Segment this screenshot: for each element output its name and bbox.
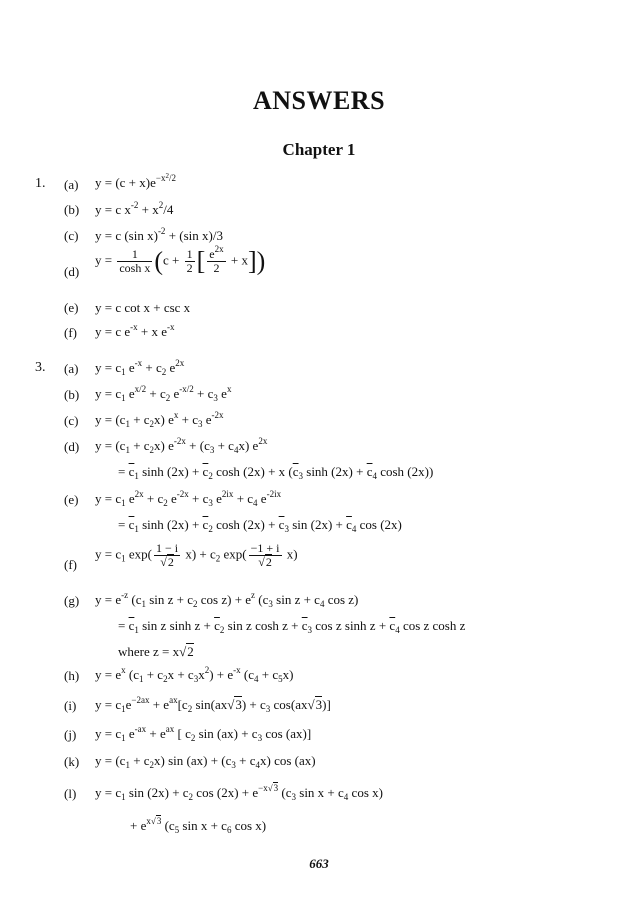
answer-label-1a: (a)	[64, 177, 79, 192]
equation-3k: $y = (c_1 + c_2x)$ $\sin (ax) + (c_3 + c_4x)$ cos (ax)	[95, 753, 316, 770]
equation-3g: $y = e^{-z}$ ($c_1$ $\sin z + c_2$ $\cos z) + e^z$ ($c_3$ $\sin z + c_4$ cos z)	[95, 590, 359, 609]
answer-label-1c: (c)	[64, 228, 79, 243]
equation-3b: $y = c_1$ $e^{x/2} + c_2$ $e^{-x/2} + c_3$ $e^x$	[95, 384, 232, 403]
equation-3a: $y = c_1$ $e^{-x} + c_2$ $e^{2x}$	[95, 358, 185, 377]
equation-1f: y = c $e^{-x} + x$ $e^{-x}$	[95, 322, 175, 339]
problem-number-3: 3.	[35, 360, 46, 375]
answer-label-1f: (f)	[64, 325, 77, 340]
answer-label-1b: (b)	[64, 202, 80, 217]
answer-label-3j: (j)	[64, 727, 77, 742]
answer-label-3d: (d)	[64, 439, 80, 454]
equation-3g-where: where z = x√2	[118, 644, 194, 659]
problem-number-1: 1.	[35, 176, 46, 191]
where-label: where z =	[118, 644, 170, 659]
answer-label-3e: (e)	[64, 492, 79, 507]
equation-3d: $y = (c_1 + c_2x) e^{-2x} + (c_3 + c_4x)$ $e^{2x}$	[95, 436, 268, 455]
answer-label-3k: (k)	[64, 754, 80, 769]
equation-1b: y = c $x^{-2} + x^2/4$	[95, 200, 174, 217]
equation-3c: $y = (c_1 + c_2x) e^x + c_3$ $e^{-2x}$	[95, 410, 224, 429]
answer-label-3g: (g)	[64, 593, 80, 608]
equation-3e-continued: = $\overline{c}_1$ $\sinh (2x) + \overline{c}_2$ $\cosh (2x) + \overline{c}_3$ $\sin (2x) + \overline{c}_4$ cos (2x)	[118, 517, 402, 534]
answer-label-3i: (i)	[64, 698, 77, 713]
answer-label-3a: (a)	[64, 361, 79, 376]
answer-label-3c: (c)	[64, 413, 79, 428]
equation-1c: y = c (sin x)$^{-2}$ + (sin x)/3	[95, 226, 223, 243]
answer-label-3l: (l)	[64, 786, 77, 801]
equation-3l-continued: + $e^{x√3}$ ($c_5$ $\sin x + c_6$ cos x)	[130, 816, 267, 835]
equation-3i: $y = c_1e^{-2ax} + e^{ax}[c_2$ $\sin(ax√3) + c_3$ cos(ax√3)]	[95, 695, 331, 714]
answer-label-3h: (h)	[64, 668, 80, 683]
equation-3g-continued: = $\overline{c}_1$ sin z $\sinh z + \overline{c}_2$ sin z $\cosh z + \overline{c}_3$ cos z $\sinh z + \overline{c}_4$ cos z cosh z	[118, 618, 466, 635]
equation-3f: $y = c_1$ exp( $\frac{1 - i}{√2}$ $x) + c_2$ exp( $\frac{-1 + i}{√2}$ x)	[95, 541, 298, 569]
answer-label-3b: (b)	[64, 387, 80, 402]
page-number: 663	[309, 856, 329, 871]
equation-3e: $y = c_1$ $e^{2x} + c_2$ $e^{-2x} + c_3$ $e^{2ix} + c_4$ $e^{-2ix}$	[95, 489, 282, 508]
equation-3j: $y = c_1$ $e^{-ax} + e^{ax}$ [ $c_2$ $\sin (ax) + c_3$ cos (ax)]	[95, 724, 312, 743]
chapter-heading: Chapter 1	[282, 140, 356, 159]
equation-1e: y = c cot x + csc x	[95, 300, 191, 315]
answer-label-1d: (d)	[64, 264, 80, 279]
equation-3h: $y = e^x$ $(c_1 + c_2x + c_3x^2) + e^{-x}$ $(c_4 + c_5x)$	[95, 665, 294, 684]
page-title: ANSWERS	[252, 86, 386, 115]
equation-1a: $y = (c + x)e^{-x^2/2}$	[95, 172, 176, 190]
answer-label-3f: (f)	[64, 557, 77, 572]
equation-3l: $y = c_1$ $\sin (2x) + c_2$ $\cos (2x) + e^{-x√3}$ ($c_3$ $\sin x + c_4$ cos x)	[95, 783, 383, 802]
equation-3d-continued: = $\overline{c}_1$ $\sinh (2x) + \overline{c}_2$ cosh (2x) + x ($\overline{c}_3$ $\sinh (2x) + \overline{c}_4$ cosh (2x))	[118, 464, 434, 481]
answer-label-1e: (e)	[64, 300, 79, 315]
equation-1d: y = $\frac{1}{\text{cosh x}}$ (c + $\frac{1}{2}$ [ $\frac{e^{2x}}{2}$ + x])	[95, 244, 266, 276]
